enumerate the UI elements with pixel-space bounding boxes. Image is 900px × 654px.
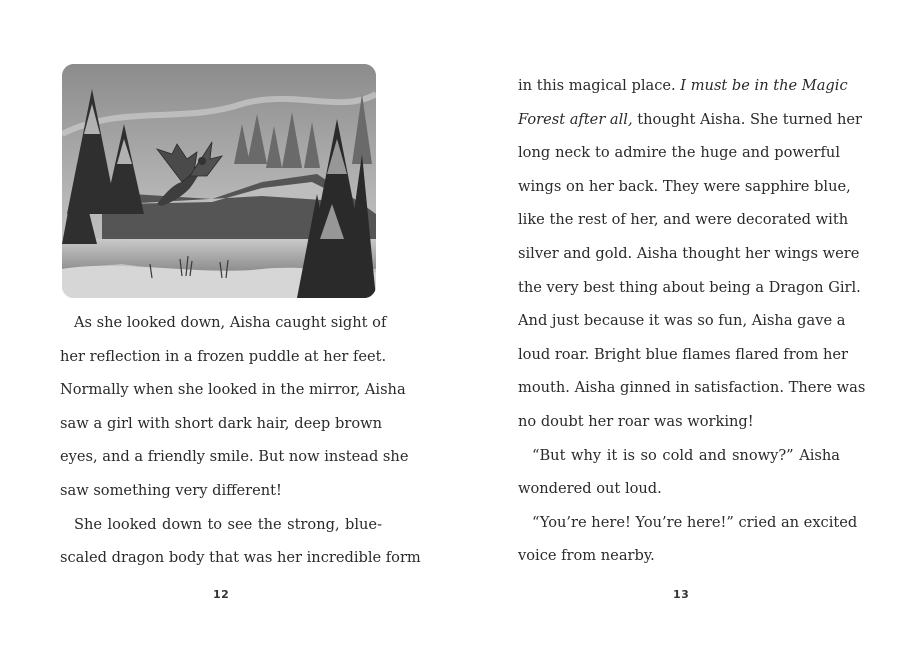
text-line: loud roar. Bright blue flames flared from her <box>518 345 848 363</box>
italic-thought: I must be in the Magic <box>680 77 848 94</box>
italic-thought: Forest after all, <box>518 110 633 128</box>
page-number: 12 <box>213 588 230 601</box>
text-line: scaled dragon body that was her incredible form <box>60 549 421 567</box>
left-page-text <box>60 306 421 575</box>
text-line: Normally when she looked in the mirror, Aisha <box>60 381 406 399</box>
text-line: voice from nearby. <box>518 547 655 565</box>
text-line: As she looked down, Aisha caught sight of <box>74 314 387 331</box>
illustration-svg <box>62 64 376 298</box>
text-line: And just because it was so fun, Aisha gave a <box>518 312 846 330</box>
text-line: She looked down to see the strong, blue- <box>74 515 382 533</box>
text-line: silver and gold. Aisha thought her wings were <box>518 244 860 262</box>
text-line: her reflection in a frozen puddle at her feet. <box>60 347 387 365</box>
text-line: saw something very different! <box>60 481 282 499</box>
text-line: wondered out loud. <box>518 480 662 498</box>
right-page-text <box>518 69 866 573</box>
text-line: like the rest of her, and were decorated with <box>518 211 849 229</box>
text-segment: in this magical place. <box>518 77 676 94</box>
page-number: 13 <box>673 588 690 601</box>
text-line: saw a girl with short dark hair, deep brown <box>60 414 382 432</box>
text-line: no doubt her roar was working! <box>518 412 754 430</box>
text-line <box>518 103 862 137</box>
text-line: “But why it is so cold and snowy?” Aisha <box>532 446 840 464</box>
right-page <box>450 0 900 654</box>
text-segment: thought Aisha. She turned her <box>637 110 862 128</box>
text-line: “You’re here! You’re here!” cried an excited <box>532 513 858 531</box>
text-line: wings on her back. They were sapphire blue, <box>518 177 851 195</box>
text-line: the very best thing about being a Dragon Girl. <box>518 278 861 296</box>
text-line <box>518 69 848 103</box>
text-line: long neck to admire the huge and powerful <box>518 144 840 162</box>
dragon-forest-illustration <box>62 64 376 298</box>
text-line: mouth. Aisha ginned in satisfaction. There was <box>518 379 866 397</box>
text-line: eyes, and a friendly smile. But now instead she <box>60 448 409 466</box>
